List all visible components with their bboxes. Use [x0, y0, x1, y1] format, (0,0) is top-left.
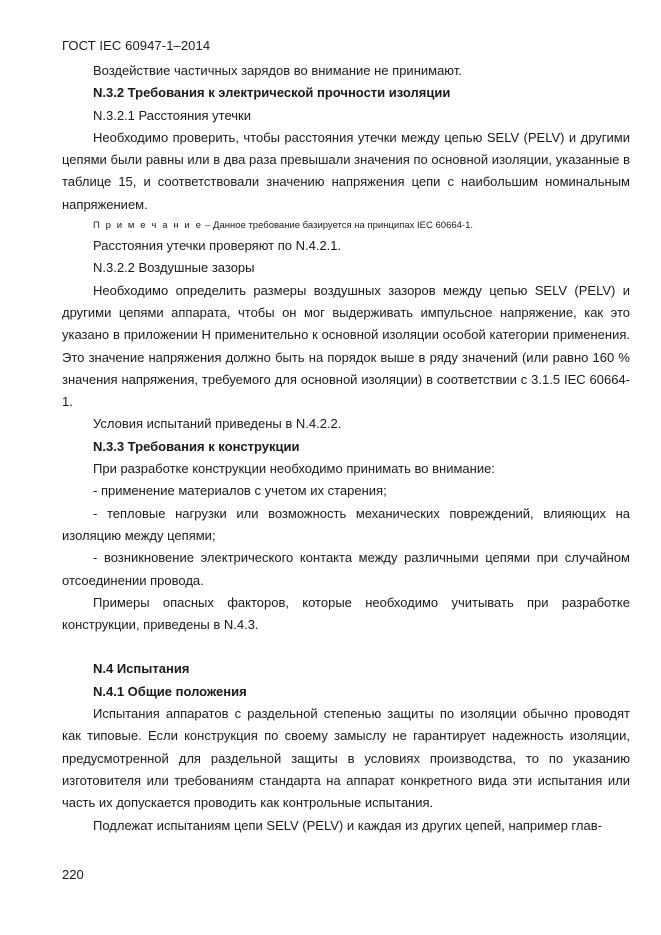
page-number: 220 — [62, 867, 84, 882]
document-body — [62, 60, 630, 837]
subsection-heading: N.3.2.2 Воздушные зазоры — [93, 260, 255, 276]
paragraph: Условия испытаний приведены в N.4.2.2. — [93, 416, 342, 432]
paragraph: Воздействие частичных зарядов во внимание не принимают. — [93, 63, 462, 78]
list-item: - тепловые нагрузки или возможность механических повреждений, влияющих на изоляцию между цепями; — [62, 505, 630, 543]
paragraph: При разработке конструкции необходимо принимать во внимание: — [93, 461, 495, 477]
section-heading: N.3.3 Требования к конструкции — [93, 438, 300, 454]
paragraph: Подлежат испытаниям цепи SELV (PELV) и каждая из других цепей, например глав- — [93, 817, 602, 833]
section-heading: N.3.2 Требования к электрической прочности изоляции — [93, 85, 451, 101]
note-label: П р и м е ч а н и е — [93, 220, 203, 232]
paragraph: Необходимо проверить, чтобы расстояния утечки между цепью SELV (PELV) и другими цепями были равны или в два раза превышали значения по основной изоляции, указанные в таблице 15, и соответствовали значению напряжения цепи с наибольшим номинальным напряжением. — [62, 129, 630, 212]
paragraph: Необходимо определить размеры воздушных зазоров между цепью SELV (PELV) и другими цепями аппарата, чтобы он мог выдерживать импульсное напряжение, как это указано в приложении H применительно к основной изоляции особой категории применения. Это значение напряжения должно быть на порядок выше в ряду значений (или равно 160 % значения напряжения, требуемого для основной изоляции) в соответствии с 3.1.5 IEC 60664-1. — [62, 282, 630, 410]
section-heading: N.4.1 Общие положения — [93, 683, 247, 699]
list-item: - применение материалов с учетом их старения; — [93, 483, 387, 499]
note-text: – Данное требование базируется на принципах IEC 60664-1. — [202, 220, 474, 232]
document-code-header: ГОСТ IEC 60947-1–2014 — [62, 38, 211, 53]
section-heading: N.4 Испытания — [93, 661, 190, 677]
paragraph: Испытания аппаратов с раздельной степенью защиты по изоляции обычно проводят как типовые. Если конструкция по своему замыслу не гарантирует надежность изоляции, предусмотренной для раздельной защиты в условиях производства, то по указанию изготовителя или требованиям стандарта на аппарат конкретного вида эти испытания или часть их допускается проводить как контрольные испытания. — [62, 706, 630, 811]
list-item: - возникновение электрического контакта между различными цепями при случайном отсоединении провода. — [62, 550, 630, 588]
note — [62, 216, 630, 235]
subsection-heading: N.3.2.1 Расстояния утечки — [93, 107, 251, 123]
paragraph: Расстояния утечки проверяют по N.4.2.1. — [93, 238, 342, 254]
paragraph: Примеры опасных факторов, которые необходимо учитывать при разработке конструкции, приведены в N.4.3. — [62, 594, 630, 633]
